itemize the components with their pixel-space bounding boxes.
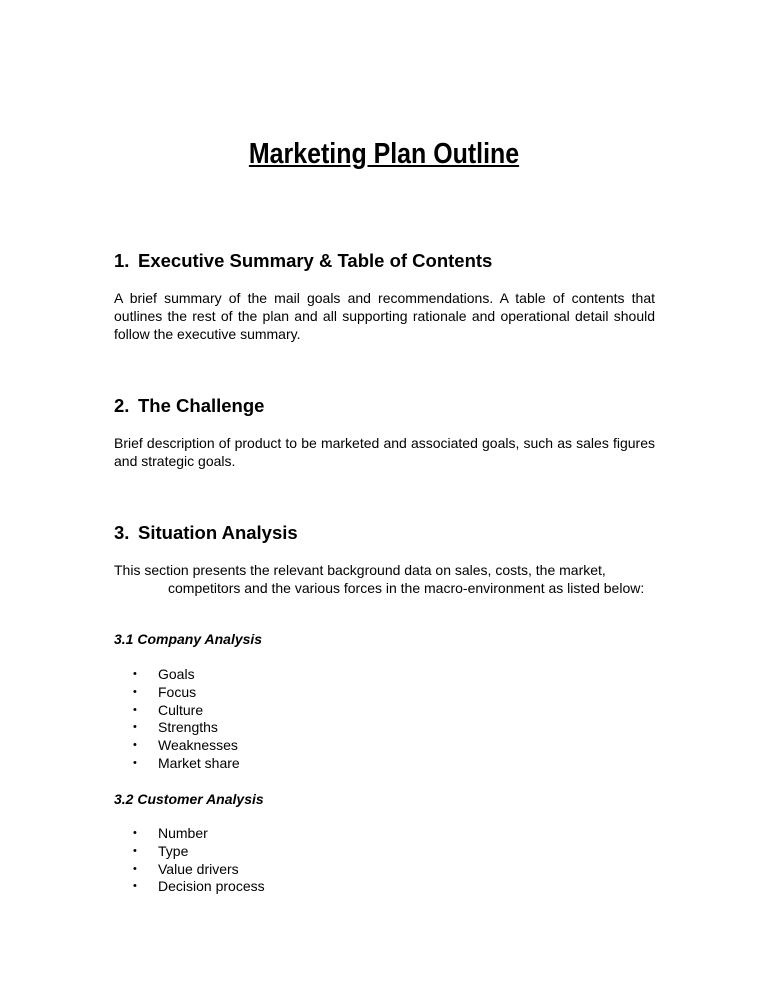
- bullet-icon: •: [133, 756, 137, 769]
- bullet-icon: •: [133, 739, 137, 752]
- list-item-label: Strengths: [158, 719, 218, 736]
- bullet-icon: •: [133, 827, 137, 839]
- list-item-label: Number: [158, 825, 208, 841]
- list-item: [114, 684, 240, 702]
- customer-analysis-list: [114, 825, 265, 896]
- section-body-hanging-lines: competitors and the various forces in the macro-environment as listed below:: [168, 580, 645, 596]
- bullet-icon: •: [133, 685, 137, 698]
- section-heading-text: Situation Analysis: [138, 522, 298, 543]
- section-heading-text: Executive Summary & Table of Contents: [138, 250, 493, 271]
- section-body-2: Brief description of product to be marketed and associated goals, such as sales figures and strategic goals.: [114, 435, 655, 469]
- bullet-icon: •: [133, 668, 137, 680]
- section-heading-text: The Challenge: [138, 395, 265, 416]
- section-number: 3.: [114, 522, 130, 543]
- document-title: Marketing Plan Outline: [248, 138, 520, 170]
- section-number: 2.: [114, 395, 130, 416]
- company-analysis-list: [114, 666, 240, 773]
- list-item-label: Goals: [158, 666, 195, 682]
- list-item-label: Weaknesses: [158, 737, 238, 754]
- list-item-label: Culture: [158, 701, 204, 718]
- bullet-icon: •: [133, 844, 137, 857]
- list-item-label: Market share: [158, 754, 240, 771]
- bullet-icon: •: [133, 703, 137, 716]
- subsection-heading-customer-analysis: 3.2 Customer Analysis: [114, 791, 264, 807]
- list-item: [114, 861, 265, 879]
- section-body-1: A brief summary of the mail goals and recommendations. A table of contents that outlines the rest of the plan and all supporting rationale and operational detail should follow the executive summary.: [114, 290, 655, 342]
- list-item-label: Decision process: [158, 878, 265, 895]
- list-item: [114, 737, 240, 755]
- section-body-3: [114, 561, 655, 597]
- list-item: [114, 755, 240, 773]
- section-heading-1: [114, 250, 492, 272]
- section-body-first-line: This section presents the relevant background data on sales, costs, the market,: [114, 562, 606, 578]
- list-item: [114, 719, 240, 737]
- list-item: [114, 702, 240, 720]
- bullet-icon: •: [133, 880, 137, 893]
- section-heading-3: [114, 522, 298, 544]
- section-heading-2: [114, 395, 264, 417]
- list-item-label: Focus: [158, 683, 197, 700]
- list-item: [114, 666, 240, 684]
- list-item-label: Value drivers: [158, 860, 239, 877]
- list-item: [114, 843, 265, 861]
- bullet-icon: •: [133, 862, 137, 875]
- section-number: 1.: [114, 250, 130, 271]
- list-item: [114, 825, 265, 843]
- subsection-heading-company-analysis: 3.1 Company Analysis: [114, 631, 263, 647]
- bullet-icon: •: [133, 721, 137, 734]
- list-item: [114, 878, 265, 896]
- list-item-label: Type: [158, 842, 189, 859]
